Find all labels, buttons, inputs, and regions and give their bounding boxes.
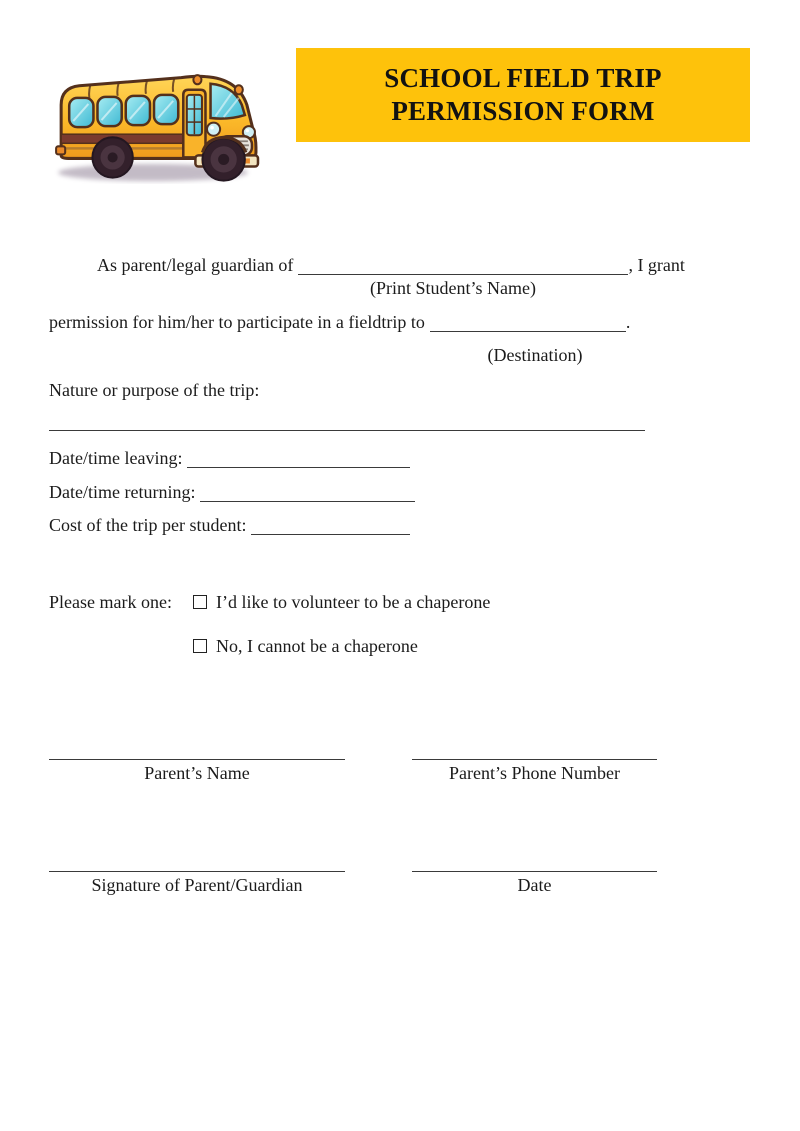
intro-line-1 (97, 253, 685, 277)
nature-of-trip-label: Nature or purpose of the trip: (49, 380, 260, 400)
parent-phone-line[interactable] (412, 759, 657, 760)
date-returning-label: Date/time returning: (49, 482, 196, 502)
date-leaving-label: Date/time leaving: (49, 448, 183, 468)
destination-blank[interactable] (430, 312, 626, 332)
date-label: Date (517, 875, 552, 895)
nature-of-trip-blank[interactable] (49, 430, 645, 431)
date-leaving-blank[interactable] (187, 448, 410, 468)
form-title-line2: PERMISSION FORM (391, 96, 655, 126)
destination-caption: (Destination) (487, 345, 583, 365)
parent-phone-label: Parent’s Phone Number (449, 763, 620, 783)
form-title-line1: SCHOOL FIELD TRIP (384, 63, 662, 93)
signature-line[interactable] (49, 871, 345, 872)
school-bus-illustration (46, 42, 260, 184)
field-date-returning (49, 480, 415, 504)
chaperone-yes-checkbox[interactable] (193, 595, 207, 609)
field-date-leaving (49, 446, 410, 470)
cost-label: Cost of the trip per student: (49, 515, 247, 535)
signature-label: Signature of Parent/Guardian (91, 875, 303, 895)
student-name-blank[interactable] (298, 255, 628, 275)
form-title-banner (296, 48, 750, 142)
field-cost (49, 513, 410, 537)
mark-one-label: Please mark one: (49, 592, 172, 612)
intro-line2-prefix: permission for him/her to participate in a fieldtrip to (49, 312, 425, 332)
date-line[interactable] (412, 871, 657, 872)
chaperone-yes-label: I’d like to volunteer to be a chaperone (216, 592, 491, 612)
school-bus-icon (46, 42, 260, 184)
cost-blank[interactable] (251, 515, 410, 535)
chaperone-no-checkbox[interactable] (193, 639, 207, 653)
intro-line1-prefix: As parent/legal guardian of (97, 255, 294, 275)
chaperone-option-no (193, 634, 418, 658)
parent-name-label: Parent’s Name (144, 763, 250, 783)
chaperone-option-yes (193, 590, 490, 614)
intro-line1-suffix: , I grant (628, 255, 685, 275)
intro-line2-suffix: . (625, 312, 631, 332)
date-returning-blank[interactable] (200, 482, 415, 502)
student-name-caption: (Print Student’s Name) (370, 278, 536, 298)
intro-line-2 (49, 310, 630, 334)
chaperone-no-label: No, I cannot be a chaperone (216, 636, 418, 656)
parent-name-line[interactable] (49, 759, 345, 760)
